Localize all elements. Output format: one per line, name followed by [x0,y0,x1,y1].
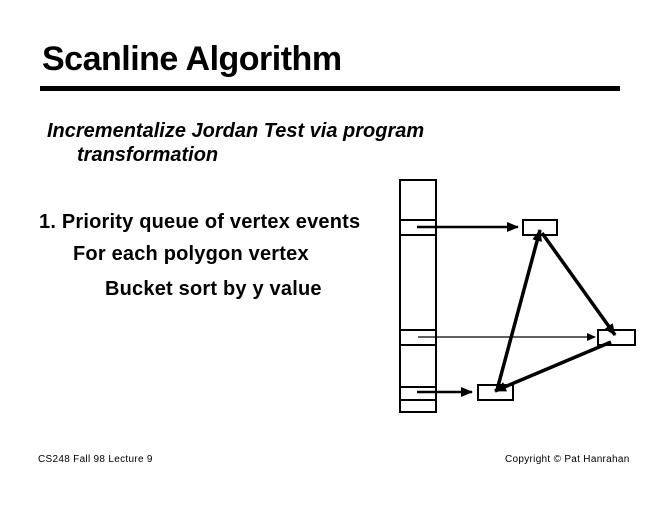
polygon-edge-top-to-right [542,233,615,335]
bullet-priority-queue: 1. Priority queue of vertex events [39,211,361,233]
subtitle-line-2: transformation [77,144,219,166]
bullet-bucket-sort: Bucket sort by y value [105,278,322,300]
polygon-edge-right-to-bottom [495,342,611,391]
vertex-event-node-right [598,330,635,345]
bullet-for-each-vertex: For each polygon vertex [73,243,309,265]
polygon-edge-bottom-to-top [497,230,540,390]
page-title: Scanline Algorithm [42,40,342,78]
footer-course-info: CS248 Fall 98 Lecture 9 [38,454,153,465]
bucket-array [400,180,436,412]
footer-copyright: Copyright © Pat Hanrahan [505,454,630,465]
subtitle-line-1: Incrementalize Jordan Test via program [47,120,425,142]
